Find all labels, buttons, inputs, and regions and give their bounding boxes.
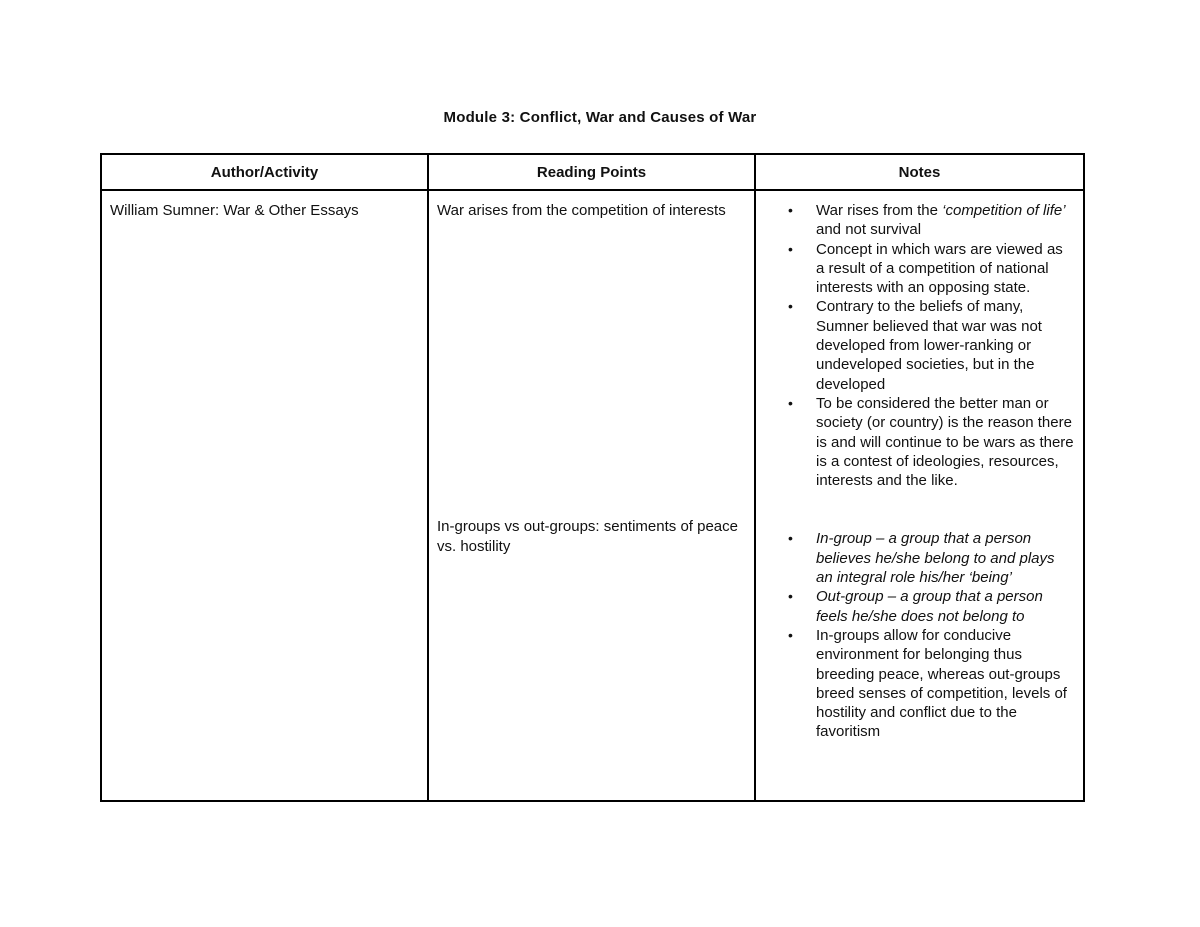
table-row: [101, 190, 1084, 801]
notes-cell: [755, 190, 1084, 801]
bullet-icon: •: [788, 626, 793, 643]
bullet-icon: •: [788, 298, 793, 315]
list-item: • Contrary to the beliefs of many, Sumner believed that war was not developed from lower-ranking or undeveloped societies, but in the developed: [788, 298, 1042, 393]
notes-list-2: [756, 529, 1083, 741]
table-header-row: [101, 154, 1084, 190]
bullet-icon: •: [788, 530, 793, 547]
header-notes: Notes: [755, 154, 1084, 190]
list-item: • War rises from the ‘competition of life’ and not survival: [788, 202, 1066, 239]
bullet-icon: •: [788, 202, 793, 218]
reading-points-cell: [428, 190, 755, 801]
reading-point-1: War arises from the competition of interests: [437, 202, 726, 219]
list-item: • Concept in which wars are viewed as a result of a competition of national interests with an opposing state.: [788, 240, 1063, 297]
list-item: • To be considered the better man or society (or country) is the reason there is and will continue to be wars as there is a contest of ideologies, resources, interests and the like.: [788, 394, 1074, 490]
notes-list-1: [756, 191, 1083, 490]
bullet-icon: •: [788, 394, 793, 411]
bullet-icon: •: [788, 588, 793, 605]
author-cell: [101, 190, 428, 801]
list-item: • In-group – a group that a person believes he/she belong to and plays an integral role his/her ‘being’: [788, 530, 1055, 587]
header-reading-points: Reading Points: [428, 154, 755, 190]
author-text: William Sumner: War & Other Essays: [110, 202, 359, 219]
bullet-icon: •: [788, 240, 793, 257]
reading-table: [100, 153, 1085, 802]
list-item: • In-groups allow for conducive environment for belonging thus breeding peace, whereas out-groups breed senses of competition, levels of hostility and conflict due to the favoritism: [788, 626, 1067, 741]
list-item: • Out-group – a group that a person feels he/she does not belong to: [788, 588, 1043, 625]
page-title: Module 3: Conflict, War and Causes of War: [443, 109, 757, 126]
reading-point-2: In-groups vs out-groups: sentiments of peace vs. hostility: [437, 518, 738, 555]
header-author-activity: Author/Activity: [101, 154, 428, 190]
